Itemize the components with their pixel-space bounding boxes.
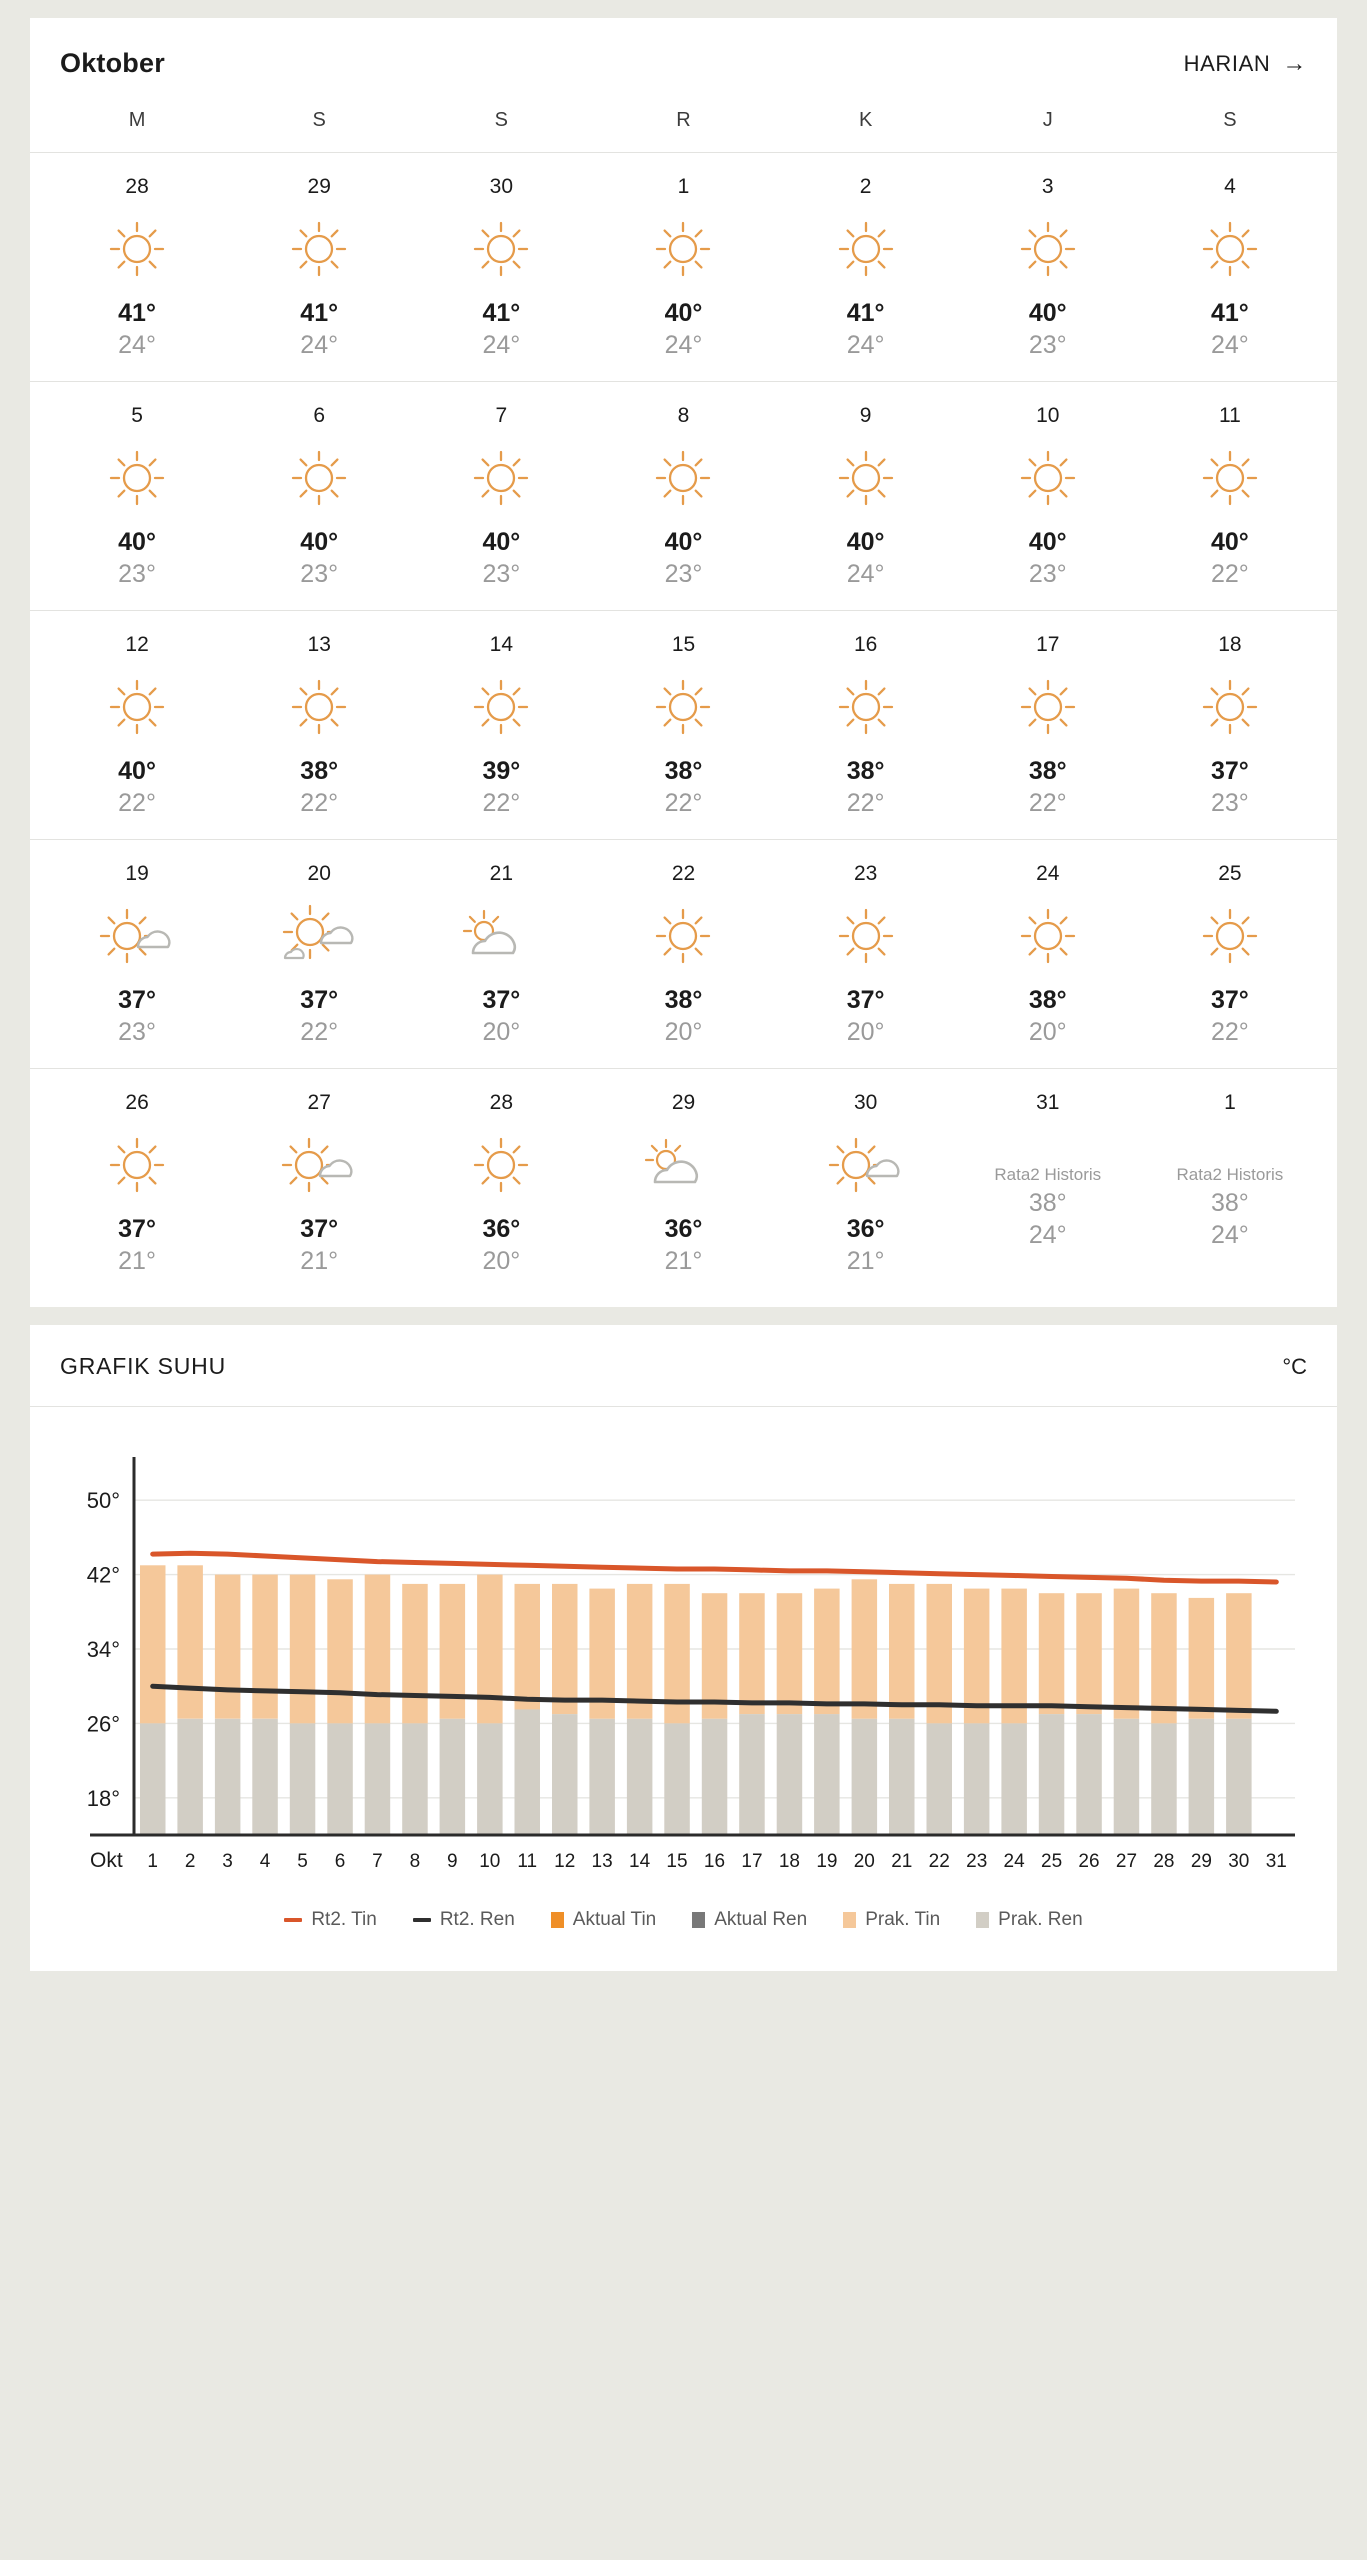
calendar-day-cell[interactable] — [46, 175, 228, 361]
sunny-icon — [833, 213, 899, 285]
sunny-icon — [286, 442, 352, 514]
calendar-day-cell[interactable] — [1139, 633, 1321, 819]
svg-text:1: 1 — [147, 1851, 158, 1872]
calendar-day-cell[interactable] — [957, 633, 1139, 819]
low-temperature: 23° — [300, 560, 339, 588]
low-temperature: 22° — [118, 789, 156, 817]
svg-text:27: 27 — [1115, 1851, 1138, 1872]
legend-item[interactable] — [551, 1909, 656, 1931]
calendar-day-cell[interactable] — [592, 862, 774, 1048]
day-number: 16 — [853, 633, 878, 656]
day-number: 8 — [677, 404, 690, 427]
high-temperature: 38° — [1028, 986, 1067, 1014]
historical-average-label: Rata2 Historis — [1176, 1165, 1284, 1184]
day-number: 1 — [1224, 1091, 1236, 1114]
legend-label: Aktual Tin — [572, 1909, 657, 1930]
day-number: 6 — [313, 404, 326, 427]
calendar-day-cell[interactable] — [957, 404, 1139, 590]
calendar-day-cell[interactable] — [1139, 175, 1321, 361]
day-of-week-label: R — [676, 109, 691, 131]
high-temperature: 37° — [1211, 986, 1249, 1014]
calendar-weeks — [30, 153, 1337, 1297]
day-number: 3 — [1041, 175, 1054, 198]
high-temperature: 40° — [482, 528, 521, 556]
low-temperature: 24° — [300, 331, 339, 359]
low-temperature: 24° — [846, 331, 885, 359]
day-number: 11 — [1219, 404, 1241, 427]
calendar-day-cell[interactable] — [592, 404, 774, 590]
low-temperature: 23° — [1028, 560, 1067, 588]
day-number: 1 — [677, 175, 690, 198]
svg-text:26°: 26° — [86, 1711, 120, 1737]
sunny-icon — [104, 213, 170, 285]
daily-view-label: HARIAN — [1183, 50, 1271, 76]
svg-text:15: 15 — [666, 1851, 688, 1872]
svg-text:14: 14 — [629, 1851, 651, 1872]
day-number: 26 — [125, 1091, 149, 1114]
sunny-icon — [650, 900, 716, 972]
svg-text:18°: 18° — [86, 1785, 120, 1811]
svg-text:11: 11 — [517, 1851, 538, 1872]
day-number: 29 — [671, 1091, 696, 1114]
temperature-chart-card — [30, 1325, 1337, 1971]
sunny-icon — [1197, 900, 1263, 972]
sunny-icon — [468, 213, 534, 285]
svg-text:25: 25 — [1041, 1851, 1063, 1872]
day-number: 25 — [1218, 862, 1242, 885]
sunny-icon — [833, 442, 899, 514]
high-temperature: 37° — [1211, 757, 1249, 785]
svg-text:Okt: Okt — [90, 1849, 123, 1872]
high-temperature: 40° — [846, 528, 885, 556]
calendar-day-cell[interactable] — [775, 1091, 957, 1277]
day-number: 22 — [671, 862, 696, 885]
sunny-icon — [1015, 671, 1081, 743]
high-temperature: 38° — [664, 757, 703, 785]
daily-view-link[interactable] — [1184, 51, 1307, 77]
low-temperature: 24° — [1028, 1221, 1067, 1249]
legend-box-swatch-icon — [843, 1912, 856, 1928]
calendar-day-cell[interactable] — [46, 1091, 228, 1277]
calendar-day-cell[interactable] — [775, 404, 957, 590]
calendar-day-cell[interactable] — [592, 175, 774, 361]
calendar-day-cell[interactable] — [592, 633, 774, 819]
calendar-day-cell[interactable] — [228, 633, 410, 819]
sunny-icon — [468, 671, 534, 743]
high-temperature: 40° — [1028, 528, 1067, 556]
low-temperature: 20° — [664, 1018, 703, 1046]
legend-box-swatch-icon — [976, 1912, 989, 1928]
svg-text:26: 26 — [1078, 1851, 1100, 1872]
calendar-day-cell[interactable] — [775, 862, 957, 1048]
chart-legend — [56, 1883, 1311, 1931]
low-temperature: 22° — [1211, 1018, 1249, 1046]
sunny-icon — [650, 671, 716, 743]
arrow-right-icon: → — [1282, 49, 1307, 77]
high-temperature: 37° — [118, 1215, 156, 1243]
calendar-week-row — [30, 1069, 1337, 1297]
calendar-day-cell[interactable] — [410, 404, 592, 590]
low-temperature: 24° — [664, 331, 703, 359]
day-number: 17 — [1036, 633, 1060, 656]
high-temperature: 37° — [482, 986, 521, 1014]
high-temperature: 41° — [118, 299, 156, 327]
legend-box-swatch-icon — [692, 1912, 705, 1928]
day-of-week-label: S — [312, 109, 326, 131]
low-temperature: 23° — [664, 560, 703, 588]
day-number: 4 — [1224, 175, 1236, 198]
sunny-icon — [650, 442, 716, 514]
day-number: 23 — [853, 862, 878, 885]
low-temperature: 20° — [846, 1018, 885, 1046]
calendar-day-cell[interactable] — [410, 175, 592, 361]
svg-text:9: 9 — [447, 1851, 458, 1872]
svg-text:2: 2 — [184, 1851, 196, 1872]
calendar-day-cell[interactable] — [46, 633, 228, 819]
low-temperature: 22° — [482, 789, 521, 817]
svg-text:10: 10 — [479, 1851, 501, 1872]
sunny-icon — [468, 1129, 534, 1201]
calendar-week-row — [30, 153, 1337, 382]
legend-item[interactable] — [976, 1909, 1082, 1931]
calendar-day-cell[interactable] — [228, 404, 410, 590]
calendar-day-cell[interactable] — [228, 175, 410, 361]
sunny-icon — [104, 442, 170, 514]
sunny-icon — [104, 671, 170, 743]
day-number: 13 — [307, 633, 331, 656]
svg-text:3: 3 — [222, 1851, 233, 1872]
high-temperature: 38° — [664, 986, 703, 1014]
calendar-day-cell[interactable] — [410, 862, 592, 1048]
legend-box-swatch-icon — [551, 1912, 564, 1928]
chart-header — [30, 1325, 1337, 1407]
sunny-icon — [286, 213, 352, 285]
day-number: 15 — [671, 633, 696, 656]
day-number: 2 — [859, 175, 872, 198]
sunny-icon — [833, 671, 899, 743]
high-temperature: 36° — [482, 1215, 521, 1243]
calendar-week-row — [30, 840, 1337, 1069]
calendar-day-cell[interactable] — [1139, 404, 1321, 590]
svg-text:17: 17 — [741, 1851, 763, 1872]
high-temperature: 41° — [1211, 299, 1249, 327]
svg-text:7: 7 — [372, 1851, 383, 1872]
high-temperature: 41° — [300, 299, 339, 327]
low-temperature: 23° — [118, 560, 156, 588]
low-temperature: 22° — [846, 789, 885, 817]
high-temperature: 39° — [482, 757, 521, 785]
high-temperature: 38° — [1028, 757, 1067, 785]
calendar-day-cell[interactable] — [957, 175, 1139, 361]
day-number: 30 — [853, 1091, 878, 1114]
calendar-week-row — [30, 611, 1337, 840]
calendar-day-cell[interactable] — [228, 862, 410, 1048]
svg-text:4: 4 — [259, 1851, 271, 1872]
partly-cloudy-icon — [98, 900, 176, 972]
day-number: 20 — [307, 862, 331, 885]
day-of-week-label: J — [1042, 109, 1053, 131]
low-temperature: 21° — [664, 1247, 703, 1275]
low-temperature: 22° — [300, 789, 339, 817]
calendar-day-cell[interactable] — [1139, 1091, 1321, 1277]
partly-cloudy-icon — [280, 1129, 358, 1201]
high-temperature: 37° — [300, 1215, 339, 1243]
sunny-icon — [1197, 442, 1263, 514]
sunny-icon — [650, 213, 716, 285]
mostly-cloudy-icon — [641, 1129, 725, 1201]
day-number: 27 — [307, 1091, 331, 1114]
low-temperature: 20° — [482, 1247, 521, 1275]
calendar-header — [30, 18, 1337, 87]
legend-label: Aktual Ren — [714, 1909, 808, 1930]
high-temperature: 41° — [846, 299, 885, 327]
high-temperature: 38° — [300, 757, 339, 785]
chart-title: GRAFIK SUHU — [60, 1353, 226, 1379]
calendar-week-row — [30, 382, 1337, 611]
high-temperature: 37° — [846, 986, 885, 1014]
legend-line-swatch-icon — [284, 1918, 302, 1922]
calendar-day-cell[interactable] — [228, 1091, 410, 1277]
day-number: 24 — [1036, 862, 1060, 885]
legend-item[interactable] — [843, 1909, 940, 1931]
svg-text:30: 30 — [1228, 1851, 1250, 1872]
sunny-icon — [468, 442, 534, 514]
low-temperature: 24° — [1211, 1221, 1249, 1249]
svg-text:23: 23 — [966, 1851, 988, 1872]
day-of-week-label: S — [1223, 109, 1237, 131]
day-number: 28 — [489, 1091, 514, 1114]
sunny-icon — [286, 671, 352, 743]
monthly-calendar-card — [30, 18, 1337, 1307]
calendar-day-cell[interactable] — [957, 1091, 1139, 1277]
legend-label: Rt2. Tin — [311, 1909, 377, 1930]
low-temperature: 22° — [1211, 560, 1249, 588]
sunny-icon — [1015, 900, 1081, 972]
high-temperature: 40° — [118, 528, 156, 556]
low-temperature: 20° — [1028, 1018, 1067, 1046]
day-number: 19 — [125, 862, 149, 885]
svg-text:20: 20 — [853, 1851, 875, 1872]
day-number: 9 — [859, 404, 872, 427]
svg-text:16: 16 — [703, 1851, 726, 1872]
high-temperature: 40° — [1028, 299, 1067, 327]
high-temperature: 36° — [846, 1215, 885, 1243]
svg-text:5: 5 — [297, 1851, 308, 1872]
legend-item[interactable] — [692, 1909, 807, 1931]
low-temperature: 21° — [846, 1247, 885, 1275]
calendar-day-cell[interactable] — [775, 633, 957, 819]
high-temperature: 40° — [664, 299, 703, 327]
high-temperature: 41° — [482, 299, 521, 327]
calendar-day-cell[interactable] — [46, 862, 228, 1048]
high-temperature: 36° — [664, 1215, 703, 1243]
low-temperature: 21° — [300, 1247, 339, 1275]
day-number: 30 — [489, 175, 514, 198]
sunny-icon — [1015, 442, 1081, 514]
calendar-day-cell[interactable] — [410, 1091, 592, 1277]
sunny-icon — [104, 1129, 170, 1201]
day-number: 14 — [489, 633, 514, 656]
mostly-cloudy-icon — [459, 900, 543, 972]
day-number: 28 — [125, 175, 149, 198]
low-temperature: 23° — [118, 1018, 156, 1046]
low-temperature: 24° — [482, 331, 521, 359]
chart-unit-label: °C — [1282, 1353, 1307, 1379]
sunny-icon — [1197, 213, 1263, 285]
low-temperature: 24° — [118, 331, 156, 359]
chart-body — [30, 1407, 1337, 1931]
day-number: 5 — [131, 404, 143, 427]
day-of-week-label: S — [494, 109, 509, 131]
calendar-day-cell[interactable] — [957, 862, 1139, 1048]
low-temperature: 22° — [664, 789, 703, 817]
day-of-week-label: K — [858, 109, 873, 131]
low-temperature: 23° — [1211, 789, 1249, 817]
svg-text:18: 18 — [778, 1851, 800, 1872]
day-of-week-label: M — [128, 109, 146, 131]
legend-item[interactable] — [413, 1909, 515, 1931]
svg-text:12: 12 — [554, 1851, 576, 1872]
legend-label: Prak. Ren — [998, 1909, 1083, 1930]
high-temperature: 40° — [1211, 528, 1249, 556]
low-temperature: 23° — [1028, 331, 1067, 359]
page-title: Oktober — [60, 48, 165, 78]
svg-text:22: 22 — [928, 1851, 950, 1872]
svg-text:13: 13 — [591, 1851, 613, 1872]
legend-label: Rt2. Ren — [439, 1909, 515, 1930]
day-number: 18 — [1218, 633, 1242, 656]
svg-text:6: 6 — [334, 1851, 346, 1872]
low-temperature: 23° — [482, 560, 521, 588]
svg-text:28: 28 — [1153, 1851, 1175, 1872]
historical-average-label: Rata2 Historis — [994, 1165, 1102, 1184]
svg-text:50°: 50° — [86, 1488, 120, 1514]
day-number: 31 — [1036, 1091, 1060, 1114]
calendar-day-cell[interactable] — [592, 1091, 774, 1277]
sunny-icon — [1015, 213, 1081, 285]
low-temperature: 24° — [846, 560, 885, 588]
legend-item[interactable] — [284, 1909, 376, 1931]
day-number: 21 — [489, 862, 514, 885]
day-number: 29 — [307, 175, 331, 198]
low-temperature: 22° — [1028, 789, 1067, 817]
low-temperature: 20° — [482, 1018, 521, 1046]
svg-text:8: 8 — [409, 1851, 421, 1872]
calendar-day-cell[interactable] — [1139, 862, 1321, 1048]
high-temperature: 38° — [1211, 1189, 1249, 1217]
high-temperature: 40° — [300, 528, 339, 556]
day-of-week-header-row — [30, 87, 1337, 153]
partly-cloudy-2-icon — [277, 900, 361, 972]
partly-cloudy-icon — [827, 1129, 905, 1201]
svg-text:24: 24 — [1003, 1851, 1025, 1872]
low-temperature: 21° — [118, 1247, 156, 1275]
sunny-icon — [833, 900, 899, 972]
calendar-day-cell[interactable] — [410, 633, 592, 819]
svg-text:19: 19 — [816, 1851, 838, 1872]
svg-text:34°: 34° — [86, 1637, 120, 1662]
high-temperature: 40° — [664, 528, 703, 556]
calendar-day-cell[interactable] — [775, 175, 957, 361]
svg-text:21: 21 — [891, 1851, 913, 1872]
high-temperature: 38° — [1028, 1189, 1067, 1217]
svg-text:29: 29 — [1190, 1851, 1212, 1872]
calendar-day-cell[interactable] — [46, 404, 228, 590]
svg-text:31: 31 — [1265, 1851, 1287, 1872]
low-temperature: 22° — [300, 1018, 339, 1046]
low-temperature: 24° — [1211, 331, 1249, 359]
day-number: 12 — [125, 633, 149, 656]
legend-label: Prak. Tin — [865, 1909, 941, 1930]
high-temperature: 37° — [118, 986, 156, 1014]
high-temperature: 40° — [118, 757, 156, 785]
legend-line-swatch-icon — [413, 1918, 431, 1922]
high-temperature: 38° — [846, 757, 885, 785]
day-number: 7 — [495, 404, 508, 427]
sunny-icon — [1197, 671, 1263, 743]
high-temperature: 37° — [300, 986, 339, 1014]
day-number: 10 — [1036, 404, 1060, 427]
svg-text:42°: 42° — [86, 1562, 120, 1588]
temperature-chart[interactable] — [56, 1453, 1311, 1883]
